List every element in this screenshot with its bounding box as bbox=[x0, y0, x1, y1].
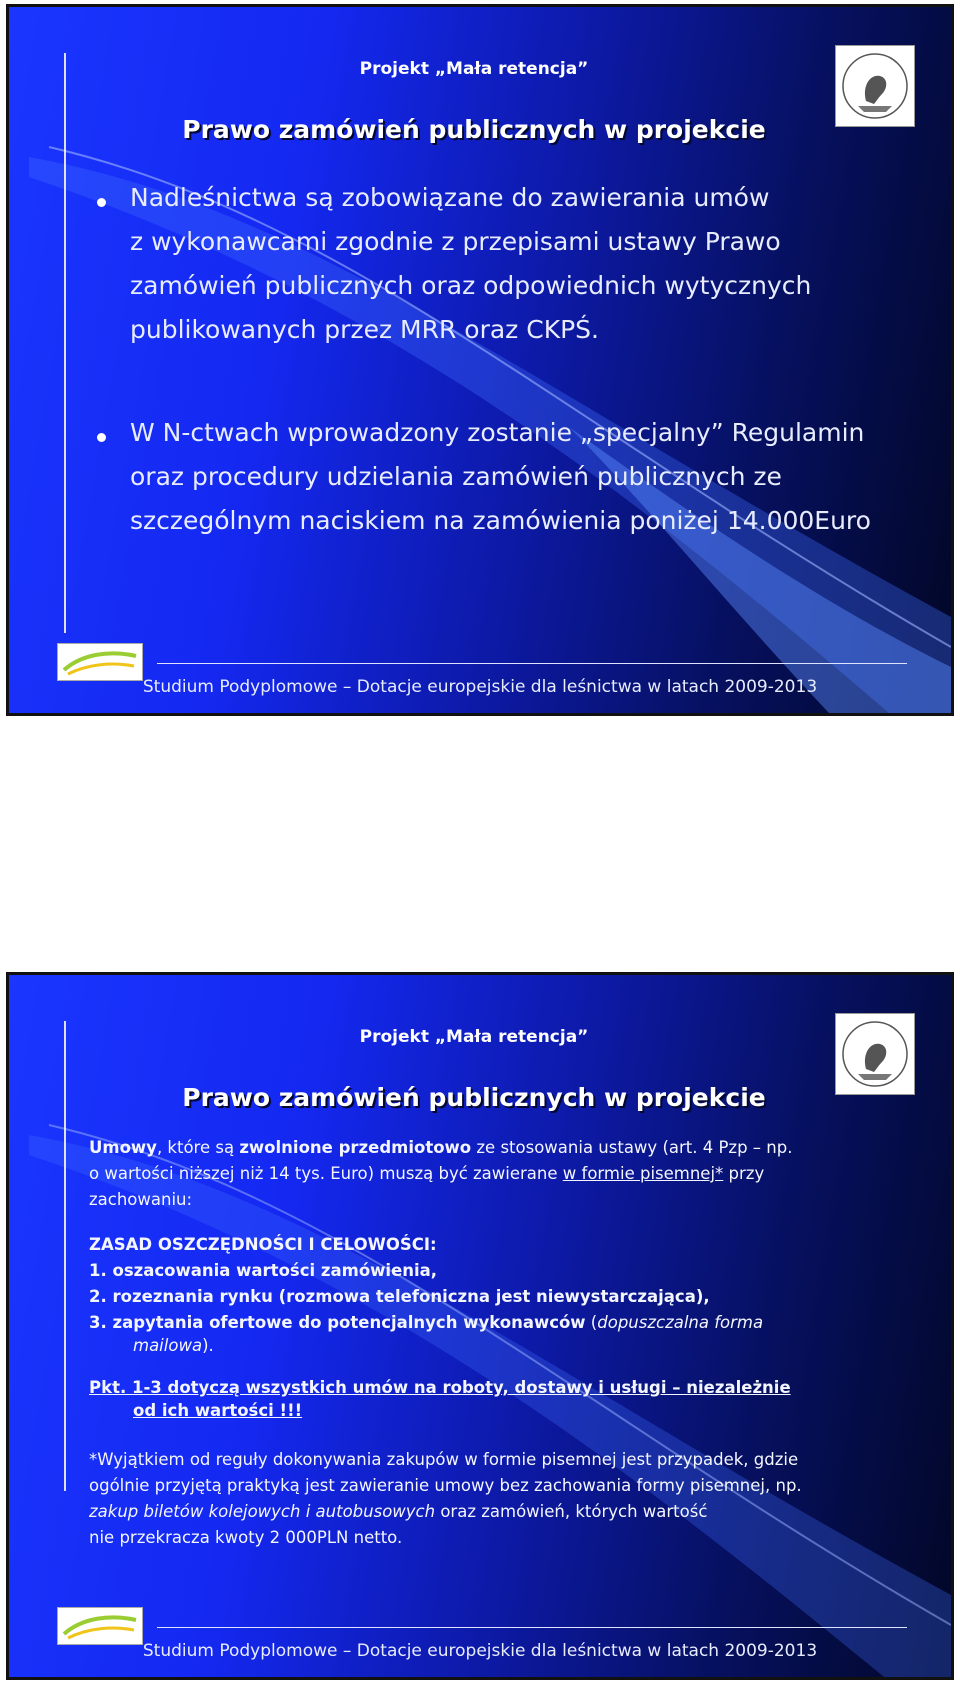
bullet-1-line-4: publikowanych przez MRR oraz CKPŚ. bbox=[130, 315, 599, 344]
list-item-3-cont: mailowa). bbox=[133, 1336, 214, 1355]
bullet-2-line-3: szczególnym naciskiem na zamówienia poniżej 14.000Euro bbox=[130, 506, 871, 535]
footer-text: Studium Podyplomowe – Dotacje europejskie dla leśnictwa w latach 2009-2013 bbox=[142, 1641, 818, 1661]
pkt-note-line-2: od ich wartości !!! bbox=[133, 1401, 303, 1420]
bullet-2-line-2: oraz procedury udzielania zamówień publicznych ze bbox=[130, 462, 782, 491]
swoosh-decoration bbox=[9, 7, 951, 713]
list-item-3: 3. zapytania ofertowe do potencjalnych wykonawców (dopuszczalna forma bbox=[89, 1313, 764, 1332]
umowy-label: Umowy bbox=[89, 1138, 157, 1157]
bullet-dot-icon bbox=[97, 433, 106, 442]
project-label: Projekt „Mała retencja” bbox=[359, 1027, 589, 1047]
slide-title: Prawo zamówień publicznych w projekcie bbox=[182, 1083, 766, 1112]
paragraph-line-2: o wartości niższej niż 14 tys. Euro) muszą być zawierane w formie pisemnej* przy bbox=[89, 1164, 765, 1183]
footnote-line-1: *Wyjątkiem od reguły dokonywania zakupów w formie pisemnej jest przypadek, gdzie bbox=[89, 1450, 799, 1469]
paragraph-line-1: Umowy, które są zwolnione przedmiotowo ze stosowania ustawy (art. 4 Pzp – np. bbox=[89, 1138, 793, 1157]
forest-emblem-logo bbox=[835, 1013, 915, 1095]
bullet-2-line-1: W N-ctwach wprowadzony zostanie „specjalny” Regulamin bbox=[130, 418, 865, 447]
project-label: Projekt „Mała retencja” bbox=[359, 59, 589, 79]
footer-rule bbox=[157, 1627, 907, 1628]
footnote-line-2: ogólnie przyjętą praktyką jest zawieranie umowy bez zachowania formy pisemnej, np. bbox=[89, 1476, 802, 1495]
footnote-line-3: zakup biletów kolejowych i autobusowych oraz zamówień, których wartość bbox=[89, 1502, 708, 1521]
bullet-dot-icon bbox=[97, 198, 106, 207]
list-item-2: 2. rozeznania rynku (rozmowa telefoniczna jest niewystarczająca), bbox=[89, 1287, 710, 1306]
eu-logo bbox=[57, 1607, 143, 1645]
slide-1 bbox=[6, 4, 954, 716]
written-form-link: w formie pisemnej* bbox=[562, 1164, 724, 1183]
list-item-1: 1. oszacowania wartości zamówienia, bbox=[89, 1261, 438, 1280]
footer-text: Studium Podyplomowe – Dotacje europejskie dla leśnictwa w latach 2009-2013 bbox=[142, 677, 818, 697]
footnote-line-4: nie przekracza kwoty 2 000PLN netto. bbox=[89, 1528, 403, 1547]
forest-emblem-logo bbox=[835, 45, 915, 127]
slide-title: Prawo zamówień publicznych w projekcie bbox=[182, 115, 766, 144]
zwolnione-label: zwolnione przedmiotowo bbox=[239, 1138, 472, 1157]
pkt-note-line-1: Pkt. 1-3 dotyczą wszystkich umów na roboty, dostawy i usługi – niezależnie bbox=[89, 1378, 791, 1397]
bullet-1-line-1: Nadleśnictwa są zobowiązane do zawierania umów bbox=[130, 183, 770, 212]
principles-heading: ZASAD OSZCZĘDNOŚCI I CELOWOŚCI: bbox=[89, 1235, 437, 1254]
footer-rule bbox=[157, 663, 907, 664]
eu-logo bbox=[57, 643, 143, 681]
bullet-1-line-2: z wykonawcami zgodnie z przepisami ustawy Prawo bbox=[130, 227, 781, 256]
slide-2 bbox=[6, 972, 954, 1680]
paragraph-line-3: zachowaniu: bbox=[89, 1190, 193, 1209]
bullet-1-line-3: zamówień publicznych oraz odpowiednich wytycznych bbox=[130, 271, 812, 300]
